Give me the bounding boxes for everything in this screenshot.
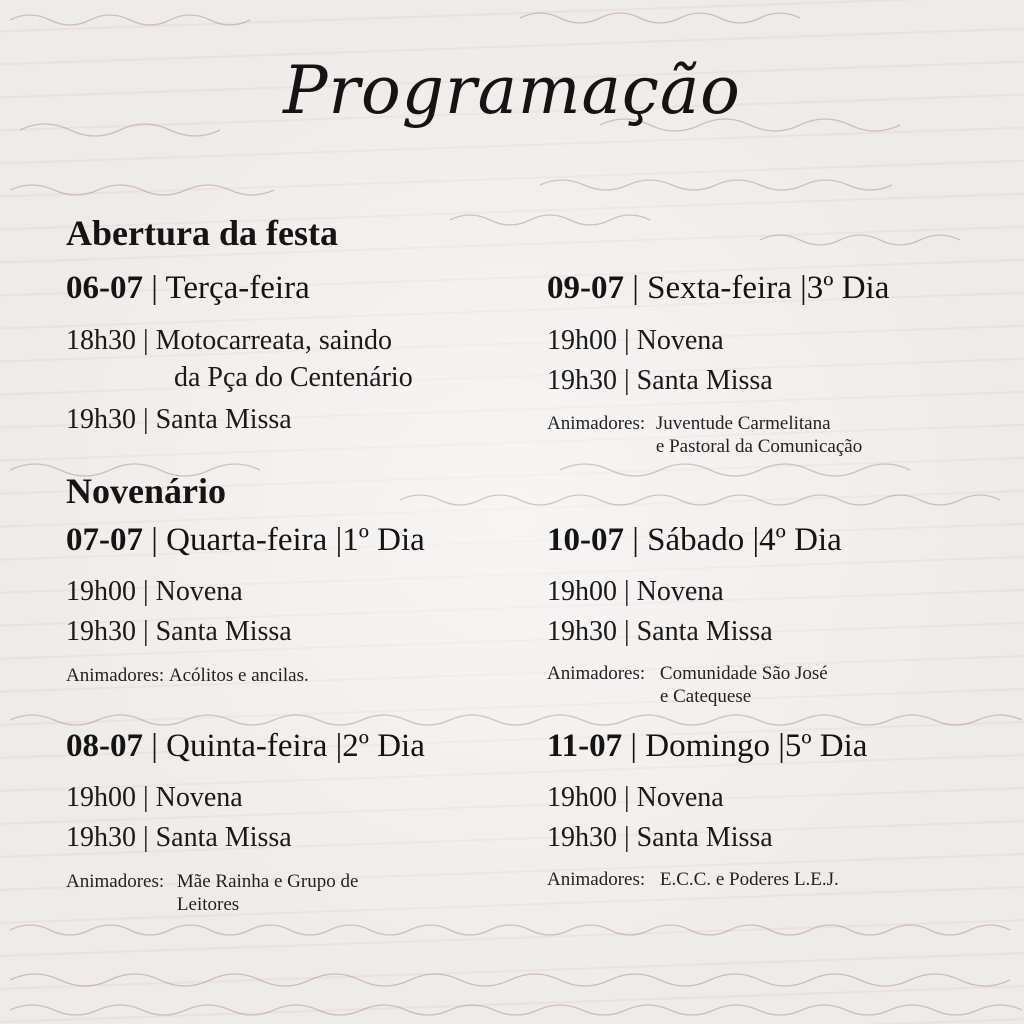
animadores-value: E.C.C. e Poderes L.E.J. — [659, 869, 839, 890]
schedule-time: 19h30 | — [547, 365, 637, 396]
schedule-text: Novena — [636, 782, 724, 813]
day-separator: | — [624, 270, 648, 306]
day-weekday: Sábado — [647, 522, 745, 558]
day-weekday: Sexta-feira — [647, 270, 792, 306]
day-weekday: Quarta-feira — [166, 522, 328, 558]
day-separator: | — [791, 270, 807, 306]
schedule-line — [66, 822, 292, 854]
schedule-line — [66, 576, 243, 608]
animadores-label: Animadores: — [547, 869, 646, 890]
animadores-line: Juventude Carmelitana — [655, 413, 831, 434]
animadores-value — [660, 662, 828, 708]
animadores-value: Acólitos e ancilas. — [168, 665, 309, 686]
schedule-text: Santa Missa — [155, 822, 292, 853]
schedule-line — [547, 365, 773, 397]
schedule-text: Novena — [155, 576, 243, 607]
schedule-time: 19h30 | — [547, 616, 637, 647]
animadores — [66, 870, 358, 916]
day-number: 1º Dia — [342, 522, 425, 558]
schedule-text: Motocarreata, saindo — [155, 325, 392, 356]
animadores — [547, 662, 828, 708]
schedule-line — [66, 404, 292, 436]
schedule-line — [66, 782, 243, 814]
day-weekday: Terça-feira — [165, 270, 310, 306]
day-separator: | — [622, 728, 646, 764]
schedule-line — [66, 325, 392, 357]
section-heading-novenario: Novenário — [66, 471, 226, 511]
schedule-time: 19h00 | — [547, 325, 637, 356]
schedule-text: Novena — [636, 325, 724, 356]
schedule-line — [547, 822, 773, 854]
day-weekday: Domingo — [645, 728, 770, 764]
schedule-line — [547, 616, 773, 648]
day-date: 07-07 — [66, 522, 143, 558]
animadores-label: Animadores: — [66, 665, 165, 686]
day-heading-10-07 — [547, 522, 842, 559]
schedule-time: 19h00 | — [547, 576, 637, 607]
schedule-time: 19h00 | — [66, 576, 156, 607]
day-separator: | — [744, 522, 760, 558]
schedule-text: Santa Missa — [636, 822, 773, 853]
animadores — [547, 412, 862, 458]
schedule-text: Novena — [155, 782, 243, 813]
day-separator: | — [624, 522, 648, 558]
animadores-line: Leitores — [176, 894, 240, 915]
day-separator: | — [143, 270, 166, 306]
schedule-line-continuation: da Pça do Centenário — [174, 362, 413, 393]
schedule-time: 19h00 | — [547, 782, 637, 813]
schedule-time: 19h00 | — [66, 782, 156, 813]
schedule-line — [547, 576, 724, 608]
day-number: 3º Dia — [806, 270, 890, 306]
day-separator: | — [769, 728, 785, 764]
day-number: 4º Dia — [759, 522, 842, 558]
schedule-line — [547, 325, 724, 357]
schedule-time: 19h30 | — [66, 822, 156, 853]
schedule-time: 19h30 | — [66, 616, 156, 647]
day-separator: | — [327, 728, 343, 764]
animadores — [547, 868, 839, 891]
schedule-line — [547, 782, 724, 814]
day-date: 08-07 — [66, 728, 143, 764]
animadores-label: Animadores: — [66, 871, 165, 892]
schedule-line — [66, 616, 292, 648]
day-weekday: Quinta-feira — [166, 728, 328, 764]
page-title: Programação — [283, 52, 741, 129]
schedule-text: Santa Missa — [155, 616, 292, 647]
day-heading-11-07 — [547, 728, 867, 765]
animadores-line: Comunidade São José — [659, 663, 828, 684]
animadores-value — [177, 870, 359, 916]
schedule-text: Santa Missa — [636, 616, 773, 647]
section-heading-abertura: Abertura da festa — [66, 213, 338, 253]
animadores-label: Animadores: — [547, 413, 646, 434]
animadores-value — [656, 412, 862, 458]
day-separator: | — [143, 728, 167, 764]
day-date: 11-07 — [547, 728, 623, 764]
day-date: 09-07 — [547, 270, 624, 306]
day-heading-06-07 — [66, 270, 310, 307]
animadores-line: e Pastoral da Comunicação — [655, 436, 863, 457]
schedule-time: 18h30 | — [66, 325, 156, 356]
schedule-time: 19h30 | — [547, 822, 637, 853]
schedule-text: Novena — [636, 576, 724, 607]
day-separator: | — [143, 522, 167, 558]
day-date: 10-07 — [547, 522, 624, 558]
day-number: 2º Dia — [342, 728, 425, 764]
animadores-line: e Catequese — [659, 686, 752, 707]
schedule-time: 19h30 | — [66, 404, 156, 435]
schedule-text: Santa Missa — [636, 365, 773, 396]
day-heading-09-07 — [547, 270, 889, 307]
day-separator: | — [327, 522, 343, 558]
day-heading-07-07 — [66, 522, 425, 559]
day-number: 5º Dia — [784, 728, 868, 764]
schedule-text: Santa Missa — [155, 404, 292, 435]
animadores-label: Animadores: — [547, 663, 646, 684]
animadores — [66, 664, 309, 687]
animadores-line: Mãe Rainha e Grupo de — [176, 871, 359, 892]
day-heading-08-07 — [66, 728, 425, 765]
day-date: 06-07 — [66, 270, 143, 306]
